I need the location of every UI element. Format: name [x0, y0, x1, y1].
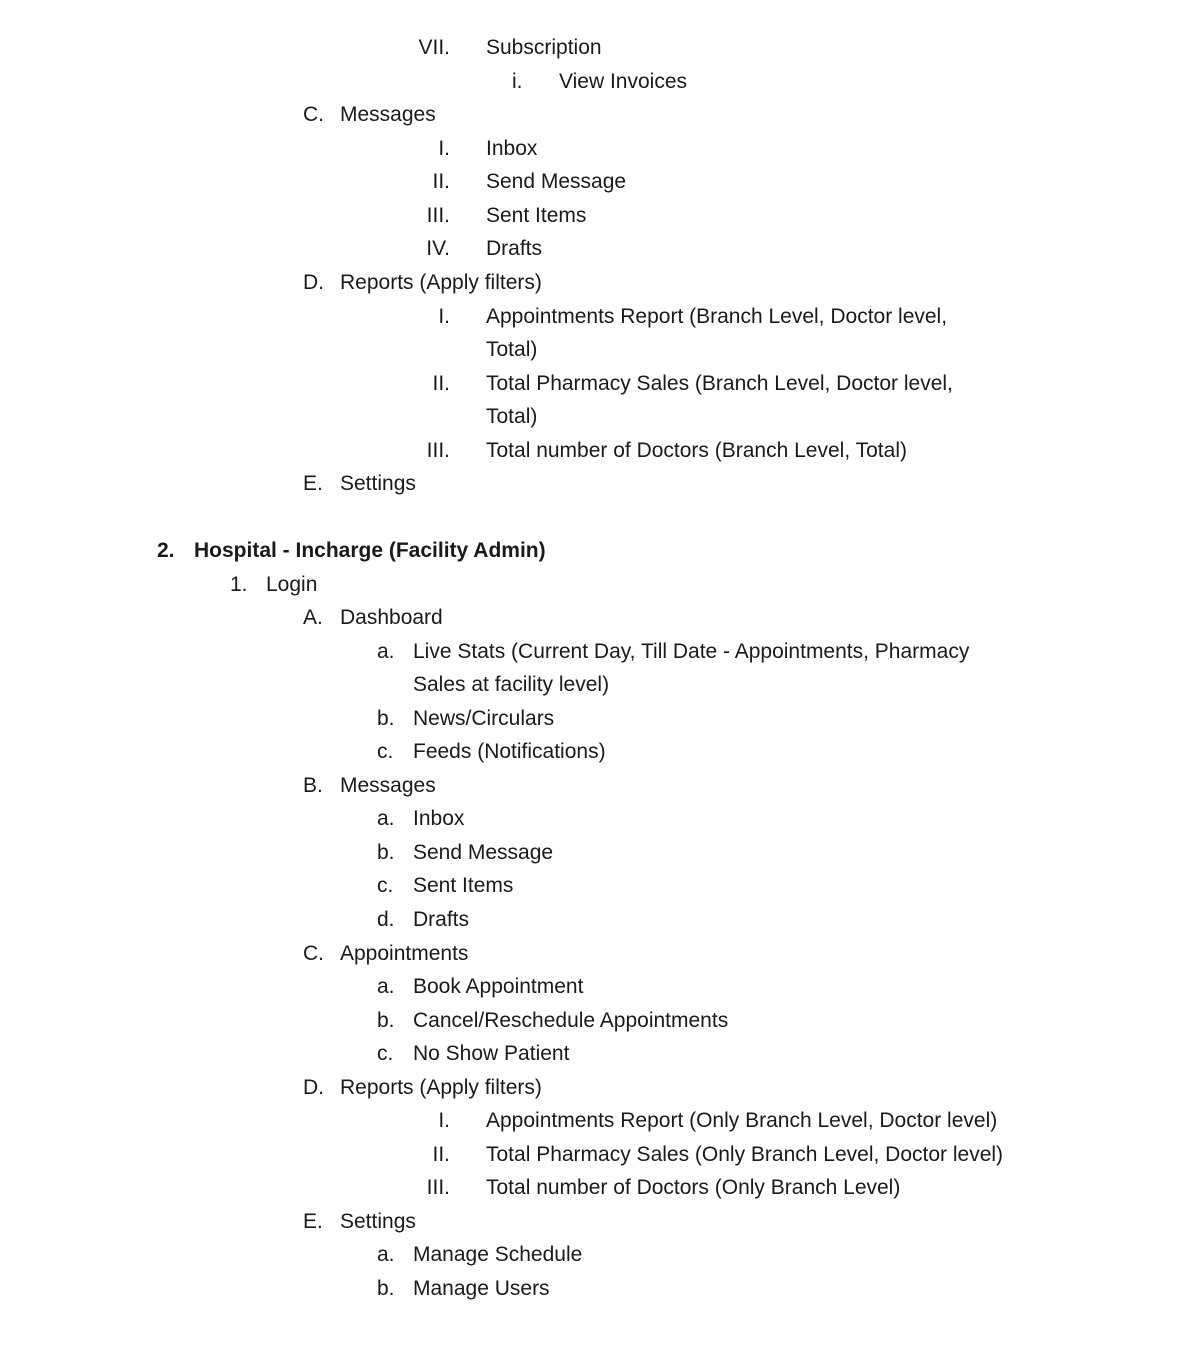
list-marker: b.	[377, 841, 395, 864]
list-item-label: Messages	[340, 774, 436, 797]
list-item-label: Feeds (Notifications)	[413, 740, 606, 763]
list-marker: d.	[377, 908, 395, 931]
list-marker: b.	[377, 707, 395, 730]
list-item-label: Total number of Doctors (Only Branch Level)	[486, 1176, 901, 1199]
list-marker: I.	[438, 137, 450, 160]
list-item-messages	[0, 771, 1186, 801]
section-heading	[0, 536, 1186, 566]
list-item	[0, 1274, 1186, 1304]
list-item-label: Total Pharmacy Sales (Branch Level, Doctor level,	[486, 372, 953, 395]
list-item	[0, 871, 1186, 901]
list-marker: c.	[377, 874, 394, 897]
list-marker: b.	[377, 1009, 395, 1032]
list-item	[0, 1173, 1186, 1203]
list-marker: C.	[303, 942, 324, 965]
list-marker: A.	[303, 606, 323, 629]
list-item-label: Reports (Apply filters)	[340, 1076, 542, 1099]
list-marker: i.	[512, 70, 523, 93]
list-marker: a.	[377, 640, 395, 663]
list-item	[0, 302, 1186, 332]
list-item-label: Inbox	[413, 807, 465, 830]
list-marker: 2.	[157, 539, 175, 562]
list-item-label: Manage Users	[413, 1277, 550, 1300]
list-item-label: Sent Items	[413, 874, 514, 897]
list-item-subscription	[0, 33, 1186, 63]
list-marker: B.	[303, 774, 323, 797]
list-item-continuation	[0, 335, 1186, 365]
list-item	[0, 1039, 1186, 1069]
list-item-reports	[0, 1073, 1186, 1103]
list-item-label: Sales at facility level)	[413, 673, 610, 696]
list-item	[0, 838, 1186, 868]
list-item-appointments	[0, 939, 1186, 969]
list-marker: II.	[432, 1143, 450, 1166]
list-item-label: Reports (Apply filters)	[340, 271, 542, 294]
list-item-settings	[0, 469, 1186, 499]
list-item	[0, 234, 1186, 264]
list-item-label: View Invoices	[559, 70, 688, 93]
list-item	[0, 201, 1186, 231]
list-marker: a.	[377, 975, 395, 998]
list-marker: E.	[303, 472, 323, 495]
list-item	[0, 1006, 1186, 1036]
list-item-dashboard	[0, 603, 1186, 633]
section-title: Hospital - Incharge (Facility Admin)	[194, 539, 546, 562]
list-item	[0, 1140, 1186, 1170]
list-item-label: No Show Patient	[413, 1042, 570, 1065]
list-item	[0, 905, 1186, 935]
list-item-label: Appointments Report (Branch Level, Doctor level,	[486, 305, 948, 328]
list-item-label: Settings	[340, 1210, 416, 1233]
list-marker: III.	[426, 204, 450, 227]
list-item-label: Login	[266, 573, 318, 596]
list-item-label: Send Message	[413, 841, 554, 864]
list-marker: c.	[377, 1042, 394, 1065]
list-item	[0, 1240, 1186, 1270]
list-marker: I.	[438, 1109, 450, 1132]
list-item	[0, 1106, 1186, 1136]
list-marker: VII.	[418, 36, 450, 59]
list-item-label: Drafts	[413, 908, 470, 931]
list-item-label: Total number of Doctors (Branch Level, Total)	[486, 439, 907, 462]
list-marker: III.	[426, 439, 450, 462]
list-item	[0, 436, 1186, 466]
list-item	[0, 134, 1186, 164]
list-marker: D.	[303, 271, 324, 294]
list-item-label: Appointments Report (Only Branch Level, Doctor level)	[486, 1109, 998, 1132]
list-item	[0, 637, 1186, 667]
list-marker: IV.	[426, 237, 450, 260]
list-item-label: News/Circulars	[413, 707, 555, 730]
list-marker: III.	[426, 1176, 450, 1199]
list-marker: I.	[438, 305, 450, 328]
list-marker: a.	[377, 1243, 395, 1266]
list-item	[0, 704, 1186, 734]
list-item-label: Book Appointment	[413, 975, 584, 998]
list-marker: a.	[377, 807, 395, 830]
list-item-reports	[0, 268, 1186, 298]
list-marker: c.	[377, 740, 394, 763]
list-item	[0, 972, 1186, 1002]
list-item-label: Send Message	[486, 170, 627, 193]
list-item-label: Inbox	[486, 137, 538, 160]
list-marker: E.	[303, 1210, 323, 1233]
list-marker: 1.	[230, 573, 248, 596]
list-item-label: Drafts	[486, 237, 543, 260]
list-item-label: Subscription	[486, 36, 602, 59]
list-item-label: Manage Schedule	[413, 1243, 583, 1266]
list-marker: D.	[303, 1076, 324, 1099]
list-item-view-invoices	[0, 67, 1186, 97]
list-item-label: Appointments	[340, 942, 469, 965]
list-item-label: Dashboard	[340, 606, 443, 629]
list-item-settings	[0, 1207, 1186, 1237]
list-marker: b.	[377, 1277, 395, 1300]
list-item-label: Settings	[340, 472, 416, 495]
list-marker: II.	[432, 372, 450, 395]
list-item	[0, 804, 1186, 834]
list-marker: II.	[432, 170, 450, 193]
list-item-label: Total)	[486, 338, 538, 361]
list-item-label: Sent Items	[486, 204, 587, 227]
list-item	[0, 167, 1186, 197]
list-marker: C.	[303, 103, 324, 126]
list-item-label: Total Pharmacy Sales (Only Branch Level, Doctor level)	[486, 1143, 1004, 1166]
list-item	[0, 369, 1186, 399]
list-item-continuation	[0, 402, 1186, 432]
list-item-label: Live Stats (Current Day, Till Date - Appointments, Pharmacy	[413, 640, 970, 663]
list-item-label: Cancel/Reschedule Appointments	[413, 1009, 729, 1032]
list-item-login	[0, 570, 1186, 600]
list-item-label: Total)	[486, 405, 538, 428]
list-item-continuation	[0, 670, 1186, 700]
list-item-label: Messages	[340, 103, 436, 126]
list-item	[0, 737, 1186, 767]
list-item-messages	[0, 100, 1186, 130]
